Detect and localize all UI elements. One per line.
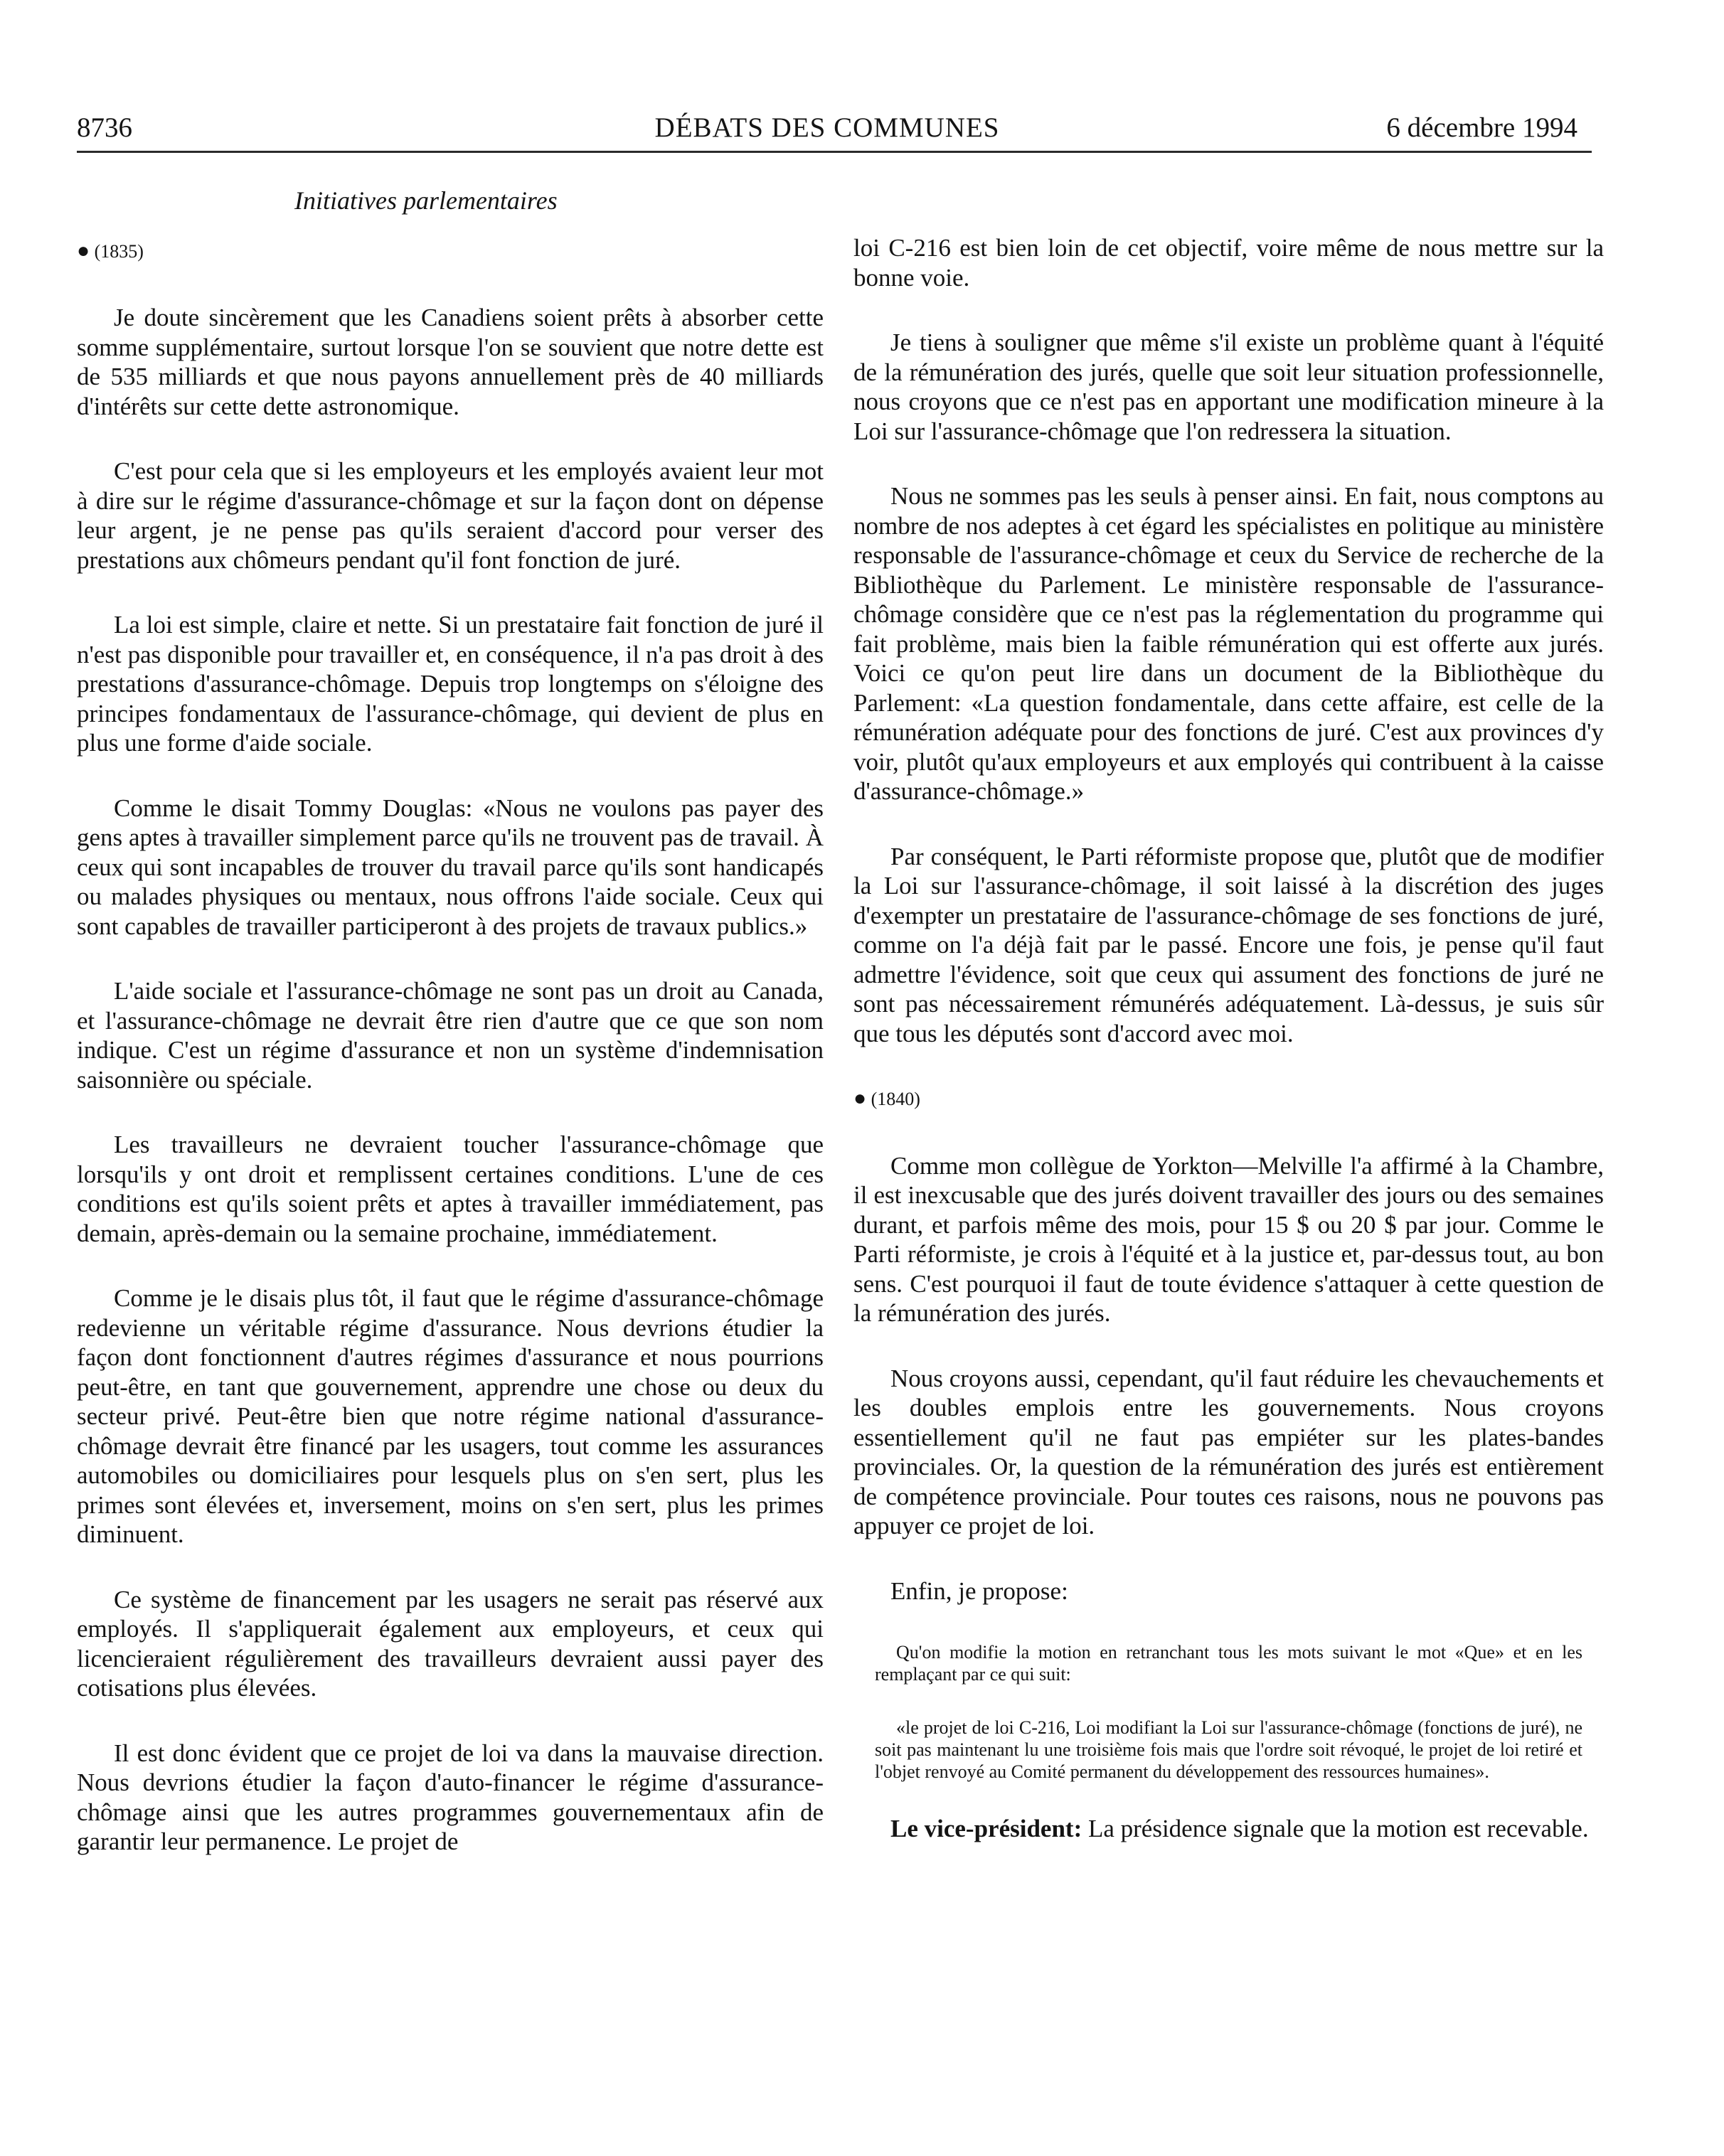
speaker-name: Le vice-président: <box>890 1815 1082 1842</box>
paragraph: Ce système de financement par les usagers ne serait pas réservé aux employés. Il s'appliquerait également aux employeurs, et ceux qui licencieraient régulièrement des travailleurs devraient aussi payer des cotisations plus élevées. <box>77 1585 824 1702</box>
right-column <box>853 233 1604 1879</box>
paragraph: Je tiens à souligner que même s'il existe un problème quant à l'équité de la rémunération des jurés, quelle que soit leur situation professionnelle, nous croyons que ce n'est pas en apportant une modification mineure à la Loi sur l'assurance-chômage que l'on redressera la situation. <box>853 329 1604 445</box>
speaker-paragraph <box>853 1814 1604 1844</box>
paragraph: Nous ne sommes pas les seuls à penser ainsi. En fait, nous comptons au nombre de nos adeptes à cet égard les spécialistes en politique au ministère responsable de l'assurance-chômage et ceux du Service de recherche de la Bibliothèque du Parlement. Le ministère responsable de l'assurance-chômage considère que ce n'est pas la réglementation du programme qui fait problème, mais bien la faible rémunération qui est offerte aux jurés. Voici ce qu'on peut lire dans un document de la Bibliothèque du Parlement: «La question fondamentale, dans cette affaire, est celle de la rémunération adéquate pour des fonctions de juré. C'est aux provinces d'y voir, plutôt qu'aux employeurs et aux employés qui contribuent à la caisse d'assurance-chômage.» <box>853 482 1604 805</box>
paragraph: Je doute sincèrement que les Canadiens soient prêts à absorber cette somme supplémentaire, surtout lorsque l'on se souvient que notre dette est de 535 milliards et que nous payons annuellement près de 40 milliards d'intérêts sur cette dette astronomique. <box>77 304 824 420</box>
section-title: Initiatives parlementaires <box>294 186 558 215</box>
paragraph: La loi est simple, claire et nette. Si un prestataire fait fonction de juré il n'est pas disponible pour travailler et, en conséquence, il n'a pas droit à des prestations d'assurance-chômage. Depuis trop longtemps on s'éloigne des principes fondamentaux de l'assurance-chômage, qui devient de plus en plus une forme d'aide sociale. <box>77 611 824 757</box>
publication-date: 6 décembre 1994 <box>1386 112 1577 143</box>
bullet-icon: ● <box>77 238 90 262</box>
paragraph: Comme le disait Tommy Douglas: «Nous ne voulons pas payer des gens aptes à travailler simplement parce qu'ils ne trouvent pas de travail. À ceux qui sont incapables de trouver du travail parce qu'ils sont handicapés ou malades physiques ou mentaux, nous offrons l'aide sociale. Ceux qui sont capables de travailler participeront à des projets de travaux publics.» <box>77 794 824 940</box>
time-marker: ● (1840) <box>853 1087 920 1110</box>
paragraph: Par conséquent, le Parti réformiste propose que, plutôt que de modifier la Loi sur l'assurance-chômage, il soit laissé à la discrétion des juges d'exempter un prestataire de l'assurance-chômage de ses fonctions de juré, comme on l'a déjà fait par le passé. Encore une fois, je pense qu'il faut admettre l'évidence, soit que ceux qui assument des fonctions de juré ne sont pas nécessairement rémunérés adéquatement. Là-dessus, je suis sûr que tous les députés sont d'accord avec moi. <box>853 842 1604 1047</box>
time-marker: ● (1835) <box>77 238 144 262</box>
paragraph: Les travailleurs ne devraient toucher l'assurance-chômage que lorsqu'ils y ont droit et remplissent certaines conditions. L'une de ces conditions est qu'ils soient prêts et aptes à travailler immédiatement, pas demain, après-demain ou la semaine prochaine, immédiatement. <box>77 1131 824 1247</box>
header-rule <box>77 151 1592 153</box>
paragraph: C'est pour cela que si les employeurs et les employés avaient leur mot à dire sur le régime d'assurance-chômage et sur la façon dont on dépense leur argent, je ne pense pas qu'ils seraient d'accord pour verser des prestations aux chômeurs pendant qu'il font fonction de juré. <box>77 457 824 574</box>
page-header <box>77 107 1577 149</box>
paragraph: Enfin, je propose: <box>890 1576 1068 1605</box>
speaker-statement: La présidence signale que la motion est recevable. <box>1082 1815 1589 1842</box>
paragraph: Comme je le disais plus tôt, il faut que le régime d'assurance-chômage redevienne un véritable régime d'assurance. Nous devrions étudier la façon dont fonctionnent d'autres régimes d'assurance et nous pourrions peut-être, en tant que gouvernement, apprendre une chose ou deux du secteur privé. Peut-être bien que notre régime national d'assurance-chômage devrait être financé par les usagers, tout comme les assurances automobiles ou domiciliaires pour lesquels plus on s'en sert, plus les primes sont élevées et, inversement, moins on s'en sert, plus les primes diminuent. <box>77 1284 824 1548</box>
paragraph-continuation: loi C-216 est bien loin de cet objectif, voire même de nous mettre sur la bonne voie. <box>853 234 1604 292</box>
motion-text: «le projet de loi C-216, Loi modifiant la Loi sur l'assurance-chômage (fonctions de juré), ne soit pas maintenant lu une troisième fois mais que l'ordre soit révoqué, le projet de loi retiré et l'objet renvoyé au Comité permanent du développement des ressources humaines». <box>875 1717 1582 1782</box>
paragraph: Nous croyons aussi, cependant, qu'il faut réduire les chevauchements et les doubles emplois entre les gouvernements. Nous croyons essentiellement qu'il ne faut pas empiéter sur les plates-bandes provinciales. Or, la question de la rémunération des jurés est entièrement de compétence provinciale. Pour toutes ces raisons, nous ne pouvons pas appuyer ce projet de loi. <box>853 1364 1604 1539</box>
motion-text: Qu'on modifie la motion en retranchant tous les mots suivant le mot «Que» et en les remplaçant par ce qui suit: <box>875 1642 1582 1685</box>
bullet-icon: ● <box>853 1087 867 1110</box>
left-column <box>77 178 824 1892</box>
paragraph: Comme mon collègue de Yorkton—Melville l'a affirmé à la Chambre, il est inexcusable que des jurés doivent travailler des jours ou des semaines durant, et parfois même des mois, pour 15 $ ou 20 $ par jour. Comme le Parti réformiste, je crois à l'équité et à la justice et, par-dessus tout, au bon sens. C'est pourquoi il faut de toute évidence s'attaquer à cette question de la rémunération des jurés. <box>853 1151 1604 1327</box>
paragraph: L'aide sociale et l'assurance-chômage ne sont pas un droit au Canada, et l'assurance-chômage ne devrait être rien d'autre que ce que son nom indique. C'est un régime d'assurance et non un système d'indemnisation saisonnière ou spéciale. <box>77 977 824 1094</box>
publication-title: DÉBATS DES COMMUNES <box>654 112 1000 143</box>
page-number: 8736 <box>77 112 132 143</box>
paragraph: Il est donc évident que ce projet de loi va dans la mauvaise direction. Nous devrions étudier la façon d'auto-financer le régime d'assurance-chômage ainsi que les autres programmes gouvernementaux afin de garantir leur permanence. Le projet de <box>77 1739 824 1855</box>
